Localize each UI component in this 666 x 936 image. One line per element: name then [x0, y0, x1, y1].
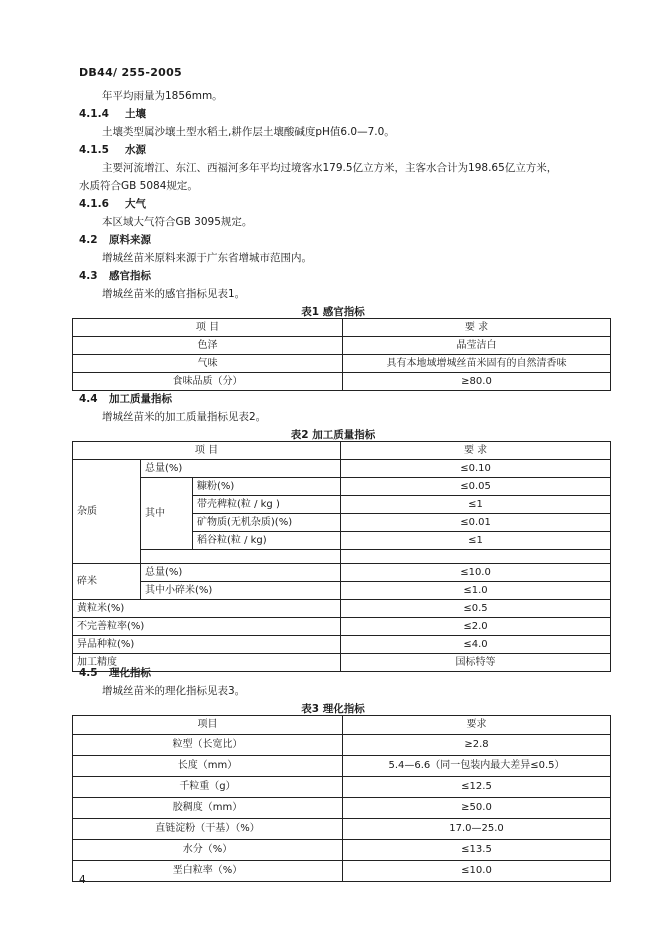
table-header-cell: 要 求: [343, 319, 611, 337]
table-cell: 5.4—6.6（同一包装内最大差异≤0.5）: [343, 756, 611, 777]
table-cell: 矿物质(无机杂质)(%): [193, 514, 341, 532]
table-cell: ≤0.5: [341, 600, 611, 618]
table-row: [73, 564, 611, 582]
table-header-cell: 项 目: [73, 319, 343, 337]
soil-text: 土壤类型属沙壤土型水稻土,耕作层土壤酸碱度pH值6.0—7.0。: [102, 126, 395, 138]
section-number: 4.4: [79, 393, 98, 405]
water-text-2: 水质符合GB 5084规定。: [79, 180, 198, 192]
table-row: [73, 654, 611, 672]
table-row: [73, 478, 611, 496]
table-row: [73, 756, 611, 777]
table-cell: ≥50.0: [343, 798, 611, 819]
table-cell: ≤10.0: [343, 861, 611, 882]
air-text: 本区域大气符合GB 3095规定。: [102, 216, 253, 228]
table1-caption: 表1 感官指标: [301, 306, 365, 318]
table-row: [73, 861, 611, 882]
table-cell: ≤1: [341, 496, 611, 514]
source-text: 增城丝苗米原料来源于广东省增城市范围内。: [102, 252, 312, 264]
table-row: [73, 798, 611, 819]
sensory-intro: 增城丝苗米的感官指标见表1。: [102, 288, 246, 300]
section-4-4: [79, 391, 172, 406]
table-cell: ≤13.5: [343, 840, 611, 861]
table-cell: ≤1.0: [341, 582, 611, 600]
physchem-intro: 增城丝苗米的理化指标见表3。: [102, 685, 246, 697]
table-cell: 千粒重（g）: [73, 777, 343, 798]
table-cell: 黄粒米(%): [73, 600, 341, 618]
section-number: 4.1.6: [79, 198, 109, 210]
table-row-spacer: [73, 550, 611, 564]
table-cell: ≥80.0: [343, 373, 611, 391]
table-row: [73, 819, 611, 840]
section-number: 4.1.4: [79, 108, 109, 120]
table-cell: 气味: [73, 355, 343, 373]
table-cell-of-which: 其中: [141, 478, 193, 550]
table-cell: 加工精度: [73, 654, 341, 672]
table-row: [73, 337, 611, 355]
table3: [72, 715, 611, 882]
table-cell: 食味品质（分）: [73, 373, 343, 391]
table-cell: ≤1: [341, 532, 611, 550]
table-cell: 晶莹洁白: [343, 337, 611, 355]
table-cell: 糠粉(%): [193, 478, 341, 496]
table1: [72, 318, 611, 391]
table-cell: 稻谷粒(粒 / kg): [193, 532, 341, 550]
table-cell: 具有本地域增城丝苗米固有的自然清香味: [343, 355, 611, 373]
table-row: [73, 373, 611, 391]
rain-text: 年平均雨量为1856mm。: [102, 90, 223, 102]
table-cell: 色泽: [73, 337, 343, 355]
table-cell: 带壳稗粒(粒 / kg ): [193, 496, 341, 514]
table-header-cell: 要 求: [341, 442, 611, 460]
section-4-1-6: [79, 196, 146, 211]
section-4-5: [79, 665, 151, 680]
table-cell: 国标特等: [341, 654, 611, 672]
table-cell-empty: [141, 550, 341, 564]
table-cell: 水分（%）: [73, 840, 343, 861]
table-header-cell: 要求: [343, 716, 611, 735]
table-cell: ≤10.0: [341, 564, 611, 582]
document-header: DB44/ 255-2005: [79, 66, 183, 79]
table-row: [73, 618, 611, 636]
table-row: [73, 355, 611, 373]
table-cell: 胶稠度（mm）: [73, 798, 343, 819]
section-4-1-5: [79, 142, 146, 157]
table-header-row: [73, 442, 611, 460]
section-title: 土壤: [125, 108, 146, 120]
table-cell: ≤2.0: [341, 618, 611, 636]
table-cell: ≤0.05: [341, 478, 611, 496]
table-cell: 粒型（长宽比）: [73, 735, 343, 756]
table-cell: ≤0.01: [341, 514, 611, 532]
table-cell: 长度（mm）: [73, 756, 343, 777]
page-number: 4: [79, 874, 86, 886]
table-row: [73, 636, 611, 654]
section-number: 4.1.5: [79, 144, 109, 156]
table-header-row: [73, 716, 611, 735]
table-cell-empty: [341, 550, 611, 564]
table-cell: 异品种粒(%): [73, 636, 341, 654]
table-cell: 17.0—25.0: [343, 819, 611, 840]
section-title: 水源: [125, 144, 146, 156]
section-4-3: [79, 268, 151, 283]
table-header-cell: 项 目: [73, 442, 341, 460]
table2-caption: 表2 加工质量指标: [290, 429, 376, 441]
section-number: 4.2: [79, 234, 98, 246]
water-text-1: 主要河流增江、东江、西福河多年平均过境客水179.5亿立方米，主客水合计为198.65亿立方米，: [102, 162, 558, 174]
table-cell: ≤4.0: [341, 636, 611, 654]
table-row: [73, 735, 611, 756]
table-row: [73, 840, 611, 861]
section-title: 理化指标: [109, 667, 151, 679]
table-cell-impurity: 杂质: [73, 460, 141, 564]
table2: [72, 441, 611, 672]
table-cell: 不完善粒率(%): [73, 618, 341, 636]
table-row: [73, 777, 611, 798]
section-title: 感官指标: [109, 270, 151, 282]
table-header-row: [73, 319, 611, 337]
section-4-1-4: [79, 106, 146, 121]
table-cell-broken-rice: 碎米: [73, 564, 141, 600]
section-title: 原料来源: [109, 234, 151, 246]
section-title: 大气: [125, 198, 146, 210]
processing-intro: 增城丝苗米的加工质量指标见表2。: [102, 411, 267, 423]
table3-caption: 表3 理化指标: [301, 703, 365, 715]
section-number: 4.3: [79, 270, 98, 282]
table-cell: ≥2.8: [343, 735, 611, 756]
table-header-cell: 项目: [73, 716, 343, 735]
table-cell: 总量(%): [141, 564, 341, 582]
table-cell: 总量(%): [141, 460, 341, 478]
table-row: [73, 582, 611, 600]
table-row: [73, 460, 611, 478]
section-title: 加工质量指标: [109, 393, 172, 405]
table-cell: 其中小碎米(%): [141, 582, 341, 600]
table-cell: ≤0.10: [341, 460, 611, 478]
table-row: [73, 600, 611, 618]
section-number: 4.5: [79, 667, 98, 679]
table-cell: ≤12.5: [343, 777, 611, 798]
table-cell: 垩白粒率（%）: [73, 861, 343, 882]
table-cell: 直链淀粉（干基）（%）: [73, 819, 343, 840]
section-4-2: [79, 232, 151, 247]
